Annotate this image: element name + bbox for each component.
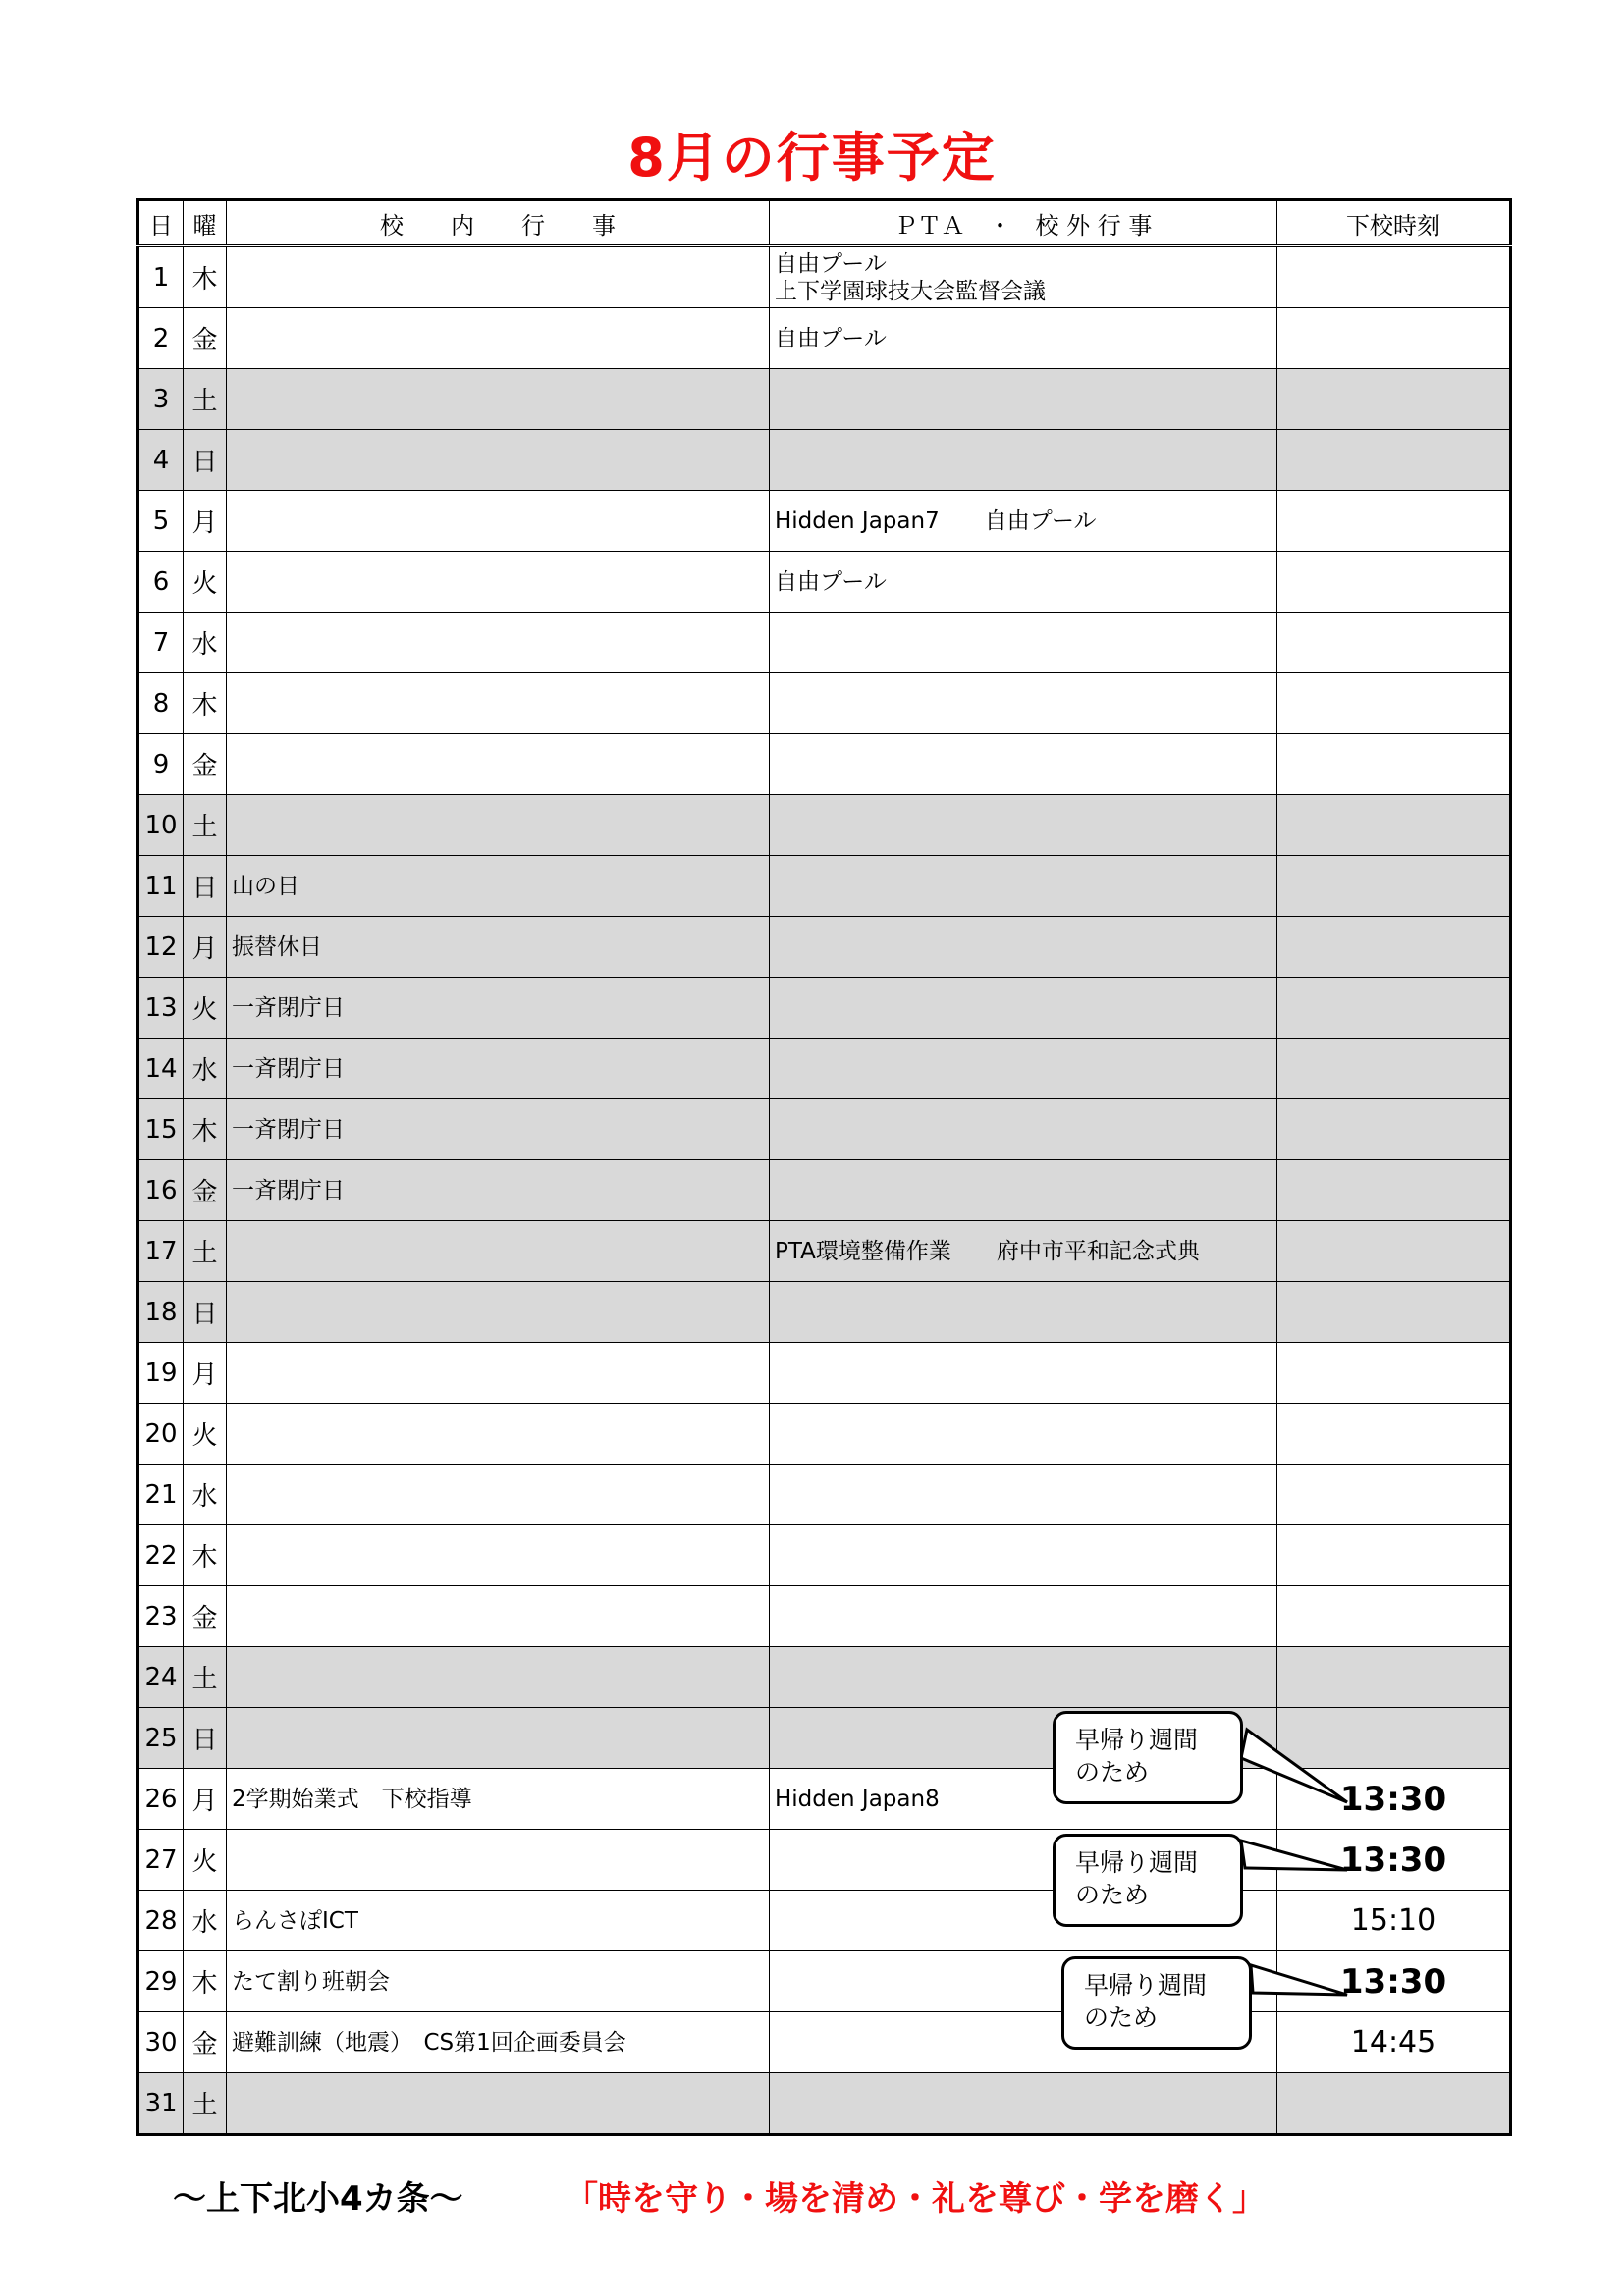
day-cell: 11	[138, 856, 184, 917]
day-cell: 28	[138, 1891, 184, 1951]
weekday-cell: 月	[184, 1769, 227, 1830]
day-cell: 19	[138, 1343, 184, 1404]
callout-bubble-3	[1061, 1956, 1252, 2050]
weekday-cell: 土	[184, 1221, 227, 1282]
school-event-cell: 一斉閉庁日	[227, 1039, 770, 1099]
day-cell: 15	[138, 1099, 184, 1160]
weekday-cell: 火	[184, 552, 227, 613]
callout-pointer-3	[1251, 1965, 1347, 1995]
weekday-cell: 月	[184, 917, 227, 978]
dismissal-time-cell: 13:30	[1277, 1951, 1511, 2012]
day-cell: 17	[138, 1221, 184, 1282]
day-cell: 12	[138, 917, 184, 978]
outside-event-cell: 自由プール	[770, 552, 1277, 613]
day-cell: 14	[138, 1039, 184, 1099]
outside-event-cell: Hidden Japan7 自由プール	[770, 491, 1277, 552]
weekday-cell: 土	[184, 369, 227, 430]
day-cell: 29	[138, 1951, 184, 2012]
weekday-cell: 木	[184, 673, 227, 734]
header-dismissal-time: 下校時刻	[1277, 200, 1511, 246]
weekday-cell: 月	[184, 1343, 227, 1404]
header-school-events: 校 内 行 事	[227, 200, 770, 246]
outside-event-cell: Hidden Japan8	[770, 1769, 1277, 1830]
dismissal-time-cell: 15:10	[1277, 1891, 1511, 1951]
footer-motto: 「時を守り・場を清め・礼を尊び・学を磨く」	[565, 2179, 1266, 2218]
weekday-cell: 木	[184, 246, 227, 308]
header-day: 日	[138, 200, 184, 246]
school-event-cell: 山の日	[227, 856, 770, 917]
day-cell: 10	[138, 795, 184, 856]
weekday-cell: 金	[184, 734, 227, 795]
weekday-cell: 水	[184, 1039, 227, 1099]
school-event-cell: たて割り班朝会	[227, 1951, 770, 2012]
day-cell: 3	[138, 369, 184, 430]
day-cell: 24	[138, 1647, 184, 1708]
callout-text-3: 早帰り週間 のため	[1084, 1971, 1208, 2032]
callout-bubble-1	[1053, 1711, 1243, 1804]
header-outside-events: ＰＴＡ ・ 校 外 行 事	[770, 200, 1277, 246]
dismissal-time-cell: 14:45	[1277, 2012, 1511, 2073]
weekday-cell: 土	[184, 795, 227, 856]
page-title: 8月の行事予定	[627, 127, 997, 188]
day-cell: 21	[138, 1465, 184, 1525]
day-cell: 16	[138, 1160, 184, 1221]
school-event-cell: らんさぽICT	[227, 1891, 770, 1951]
weekday-cell: 水	[184, 1891, 227, 1951]
weekday-cell: 日	[184, 1282, 227, 1343]
weekday-cell: 木	[184, 1951, 227, 2012]
school-event-cell: 一斉閉庁日	[227, 1160, 770, 1221]
day-cell: 8	[138, 673, 184, 734]
weekday-cell: 火	[184, 1404, 227, 1465]
weekday-cell: 土	[184, 1647, 227, 1708]
weekday-cell: 日	[184, 1708, 227, 1769]
day-cell: 5	[138, 491, 184, 552]
day-cell: 31	[138, 2073, 184, 2135]
dismissal-time-cell: 13:30	[1277, 1769, 1511, 1830]
weekday-cell: 水	[184, 613, 227, 673]
day-cell: 9	[138, 734, 184, 795]
school-event-cell: 一斉閉庁日	[227, 978, 770, 1039]
callout-text-1: 早帰り週間 のため	[1075, 1726, 1199, 1787]
day-cell: 1	[138, 246, 184, 308]
weekday-cell: 日	[184, 856, 227, 917]
weekday-cell: 木	[184, 1099, 227, 1160]
day-cell: 23	[138, 1586, 184, 1647]
day-cell: 7	[138, 613, 184, 673]
weekday-cell: 水	[184, 1465, 227, 1525]
day-cell: 18	[138, 1282, 184, 1343]
day-cell: 30	[138, 2012, 184, 2073]
weekday-cell: 金	[184, 1160, 227, 1221]
school-event-cell: 2学期始業式 下校指導	[227, 1769, 770, 1830]
day-cell: 13	[138, 978, 184, 1039]
day-cell: 2	[138, 308, 184, 369]
school-event-cell: 一斉閉庁日	[227, 1099, 770, 1160]
callout-bubble-2	[1053, 1834, 1243, 1927]
weekday-cell: 木	[184, 1525, 227, 1586]
school-event-cell: 避難訓練（地震） CS第1回企画委員会	[227, 2012, 770, 2073]
callout-pointer-2	[1241, 1841, 1347, 1870]
outside-event-cell: PTA環境整備作業 府中市平和記念式典	[770, 1221, 1277, 1282]
weekday-cell: 火	[184, 978, 227, 1039]
day-cell: 4	[138, 430, 184, 491]
day-cell: 25	[138, 1708, 184, 1769]
weekday-cell: 月	[184, 491, 227, 552]
weekday-cell: 日	[184, 430, 227, 491]
day-cell: 26	[138, 1769, 184, 1830]
day-cell: 6	[138, 552, 184, 613]
day-cell: 22	[138, 1525, 184, 1586]
header-weekday: 曜	[184, 200, 227, 246]
day-cell: 27	[138, 1830, 184, 1891]
outside-event-cell: 自由プール	[770, 308, 1277, 369]
weekday-cell: 火	[184, 1830, 227, 1891]
weekday-cell: 金	[184, 2012, 227, 2073]
weekday-cell: 土	[184, 2073, 227, 2135]
callout-text-2: 早帰り週間 のため	[1075, 1848, 1199, 1909]
dismissal-time-cell: 13:30	[1277, 1830, 1511, 1891]
school-event-cell: 振替休日	[227, 917, 770, 978]
weekday-cell: 金	[184, 308, 227, 369]
weekday-cell: 金	[184, 1586, 227, 1647]
footer-motto-heading: ～上下北小4カ条～	[173, 2179, 463, 2218]
day-cell: 20	[138, 1404, 184, 1465]
outside-event-cell: 自由プール 上下学園球技大会監督会議	[770, 246, 1277, 308]
callout-pointer-1	[1241, 1730, 1347, 1802]
